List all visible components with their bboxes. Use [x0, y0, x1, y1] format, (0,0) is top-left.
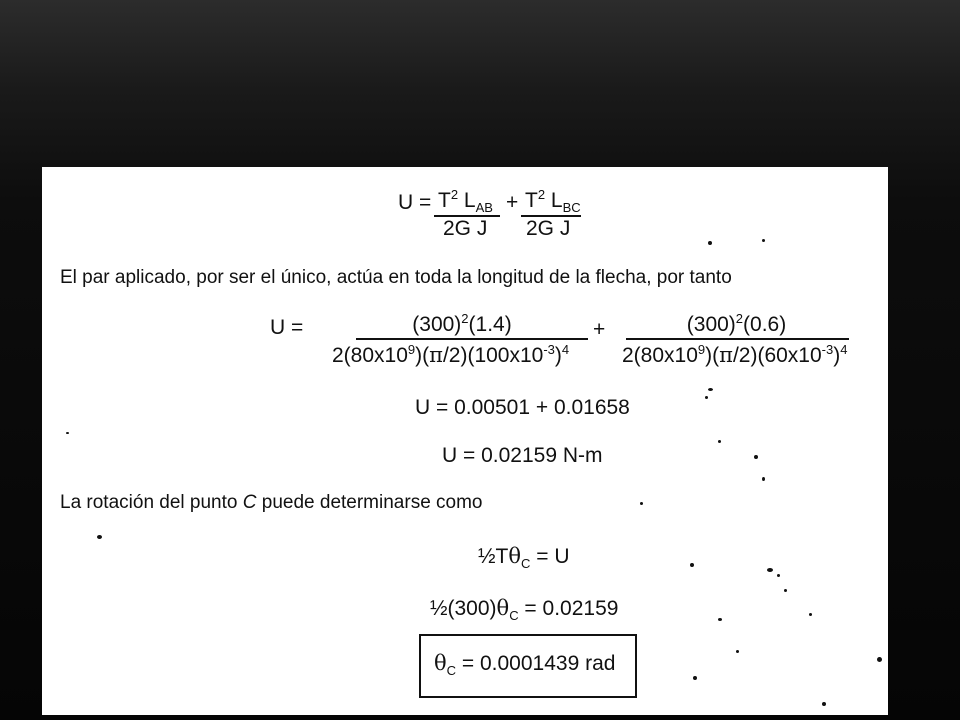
- eq2-numerator-1: $(300)^2(1.4)$: [412, 311, 512, 336]
- paragraph-applied-torque: El par aplicado, por ser el único, actúa en toda la longitud de la flecha, por tanto: [60, 267, 732, 288]
- scan-speck: [66, 432, 69, 434]
- eq2-numerator-2: $(300)^2(0.6)$: [686, 311, 787, 336]
- eq1-lhs: U =: [398, 191, 432, 214]
- eq7-final-rotation: $\theta_C = 0.0001439$ rad: [434, 651, 616, 679]
- eq2-fraction-bar-1: [356, 338, 588, 340]
- eq4-result-energy: U = 0.02159 N-m: [442, 444, 603, 467]
- eq2-denominator-1: $2(80x10^9)(\pi/2)(100x10^{-3})^4$: [332, 342, 570, 367]
- eq6-substitution: $\frac{1}{2}(300)\theta_C = 0.02159$: [430, 596, 619, 624]
- scan-speck: [708, 241, 712, 245]
- scan-speck: [718, 618, 722, 621]
- eq1-numerator-2: $T^2$ $L_{BC}$: [525, 187, 581, 216]
- scan-speck: [762, 239, 765, 242]
- scan-speck: [822, 702, 826, 706]
- scan-speck: [97, 535, 102, 539]
- scan-speck: [767, 568, 773, 572]
- scan-speck: [809, 613, 812, 616]
- eq1-numerator-1: $T^2$ $L_{AB}$: [438, 187, 493, 216]
- eq2-fraction-bar-2: [626, 338, 849, 340]
- scan-speck: [690, 563, 694, 567]
- document-page: [42, 167, 888, 715]
- paragraph-rotation: La rotación del punto C puede determinarse como: [60, 492, 483, 513]
- eq5-work-energy: $\frac{1}{2}T\theta_C = U$: [478, 544, 570, 572]
- scan-speck: [718, 440, 721, 443]
- eq1-denominator-1: 2G J: [443, 217, 488, 240]
- scan-speck: [784, 589, 787, 592]
- eq1-plus: +: [506, 191, 519, 214]
- scan-speck: [708, 388, 713, 391]
- eq2-lhs: U =: [270, 316, 304, 339]
- scan-speck: [754, 455, 758, 459]
- scan-speck: [705, 396, 708, 399]
- eq2-plus: +: [593, 318, 606, 341]
- scan-speck: [640, 502, 643, 505]
- eq3-sum: U = 0.00501 + 0.01658: [415, 396, 630, 419]
- eq2-denominator-2: $2(80x10^9)(\pi/2)(60x10^{-3})^4$: [622, 342, 848, 367]
- scan-speck: [736, 650, 739, 653]
- scan-speck: [762, 477, 765, 481]
- eq1-denominator-2: 2G J: [526, 217, 571, 240]
- scan-speck: [877, 657, 882, 662]
- scan-speck: [777, 574, 780, 577]
- scan-speck: [693, 676, 697, 680]
